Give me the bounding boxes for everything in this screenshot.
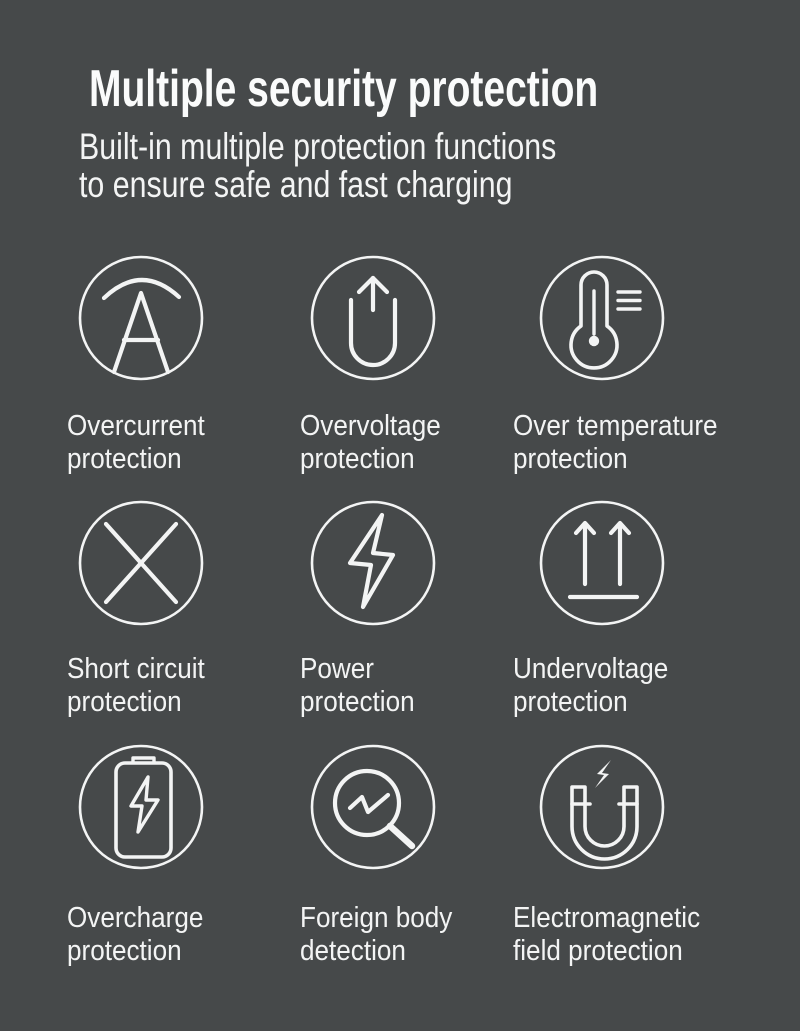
feature-label-overcurrent bbox=[67, 410, 205, 476]
label-line-1: Overcurrent bbox=[67, 410, 205, 442]
label-line-1: Overvoltage bbox=[300, 410, 441, 442]
thermometer-icon bbox=[538, 254, 666, 382]
label-line-2: protection bbox=[67, 443, 182, 475]
label-line-1: Overcharge bbox=[67, 902, 204, 934]
label-line-2: protection bbox=[67, 935, 182, 967]
undervoltage-icon bbox=[538, 499, 666, 627]
label-line-2: detection bbox=[300, 935, 406, 967]
label-line-1: Foreign body bbox=[300, 902, 453, 934]
label-line-2: protection bbox=[513, 443, 628, 475]
label-line-2: protection bbox=[67, 686, 182, 718]
feature-label-foreign-body bbox=[300, 902, 452, 968]
label-line-2: protection bbox=[300, 443, 415, 475]
label-line-1: Electromagnetic bbox=[513, 902, 701, 934]
feature-label-overvoltage bbox=[300, 410, 441, 476]
label-line-2: protection bbox=[513, 686, 628, 718]
feature-label-overcharge bbox=[67, 902, 203, 968]
feature-label-power bbox=[300, 653, 415, 719]
label-line-1: Over temperature bbox=[513, 410, 718, 442]
page-title: Multiple security protection bbox=[89, 60, 599, 118]
short-circuit-icon bbox=[77, 499, 205, 627]
feature-label-undervoltage bbox=[513, 653, 668, 719]
label-line-1: Power bbox=[300, 653, 374, 685]
label-line-2: field protection bbox=[513, 935, 683, 967]
feature-label-short-circuit bbox=[67, 653, 205, 719]
lightning-icon bbox=[309, 499, 437, 627]
label-line-1: Undervoltage bbox=[513, 653, 669, 685]
label-line-2: protection bbox=[300, 686, 415, 718]
magnifier-icon bbox=[309, 743, 437, 871]
feature-label-electromagnetic bbox=[513, 902, 700, 968]
feature-label-over-temperature bbox=[513, 410, 718, 476]
label-line-1: Short circuit bbox=[67, 653, 205, 685]
battery-charge-icon bbox=[77, 743, 205, 871]
subtitle-line-2: to ensure safe and fast charging bbox=[79, 164, 513, 205]
ammeter-icon bbox=[77, 254, 205, 382]
magnet-icon bbox=[538, 743, 666, 871]
overvoltage-icon bbox=[309, 254, 437, 382]
page-subtitle bbox=[79, 128, 556, 204]
subtitle-line-1: Built-in multiple protection functions bbox=[79, 126, 557, 167]
